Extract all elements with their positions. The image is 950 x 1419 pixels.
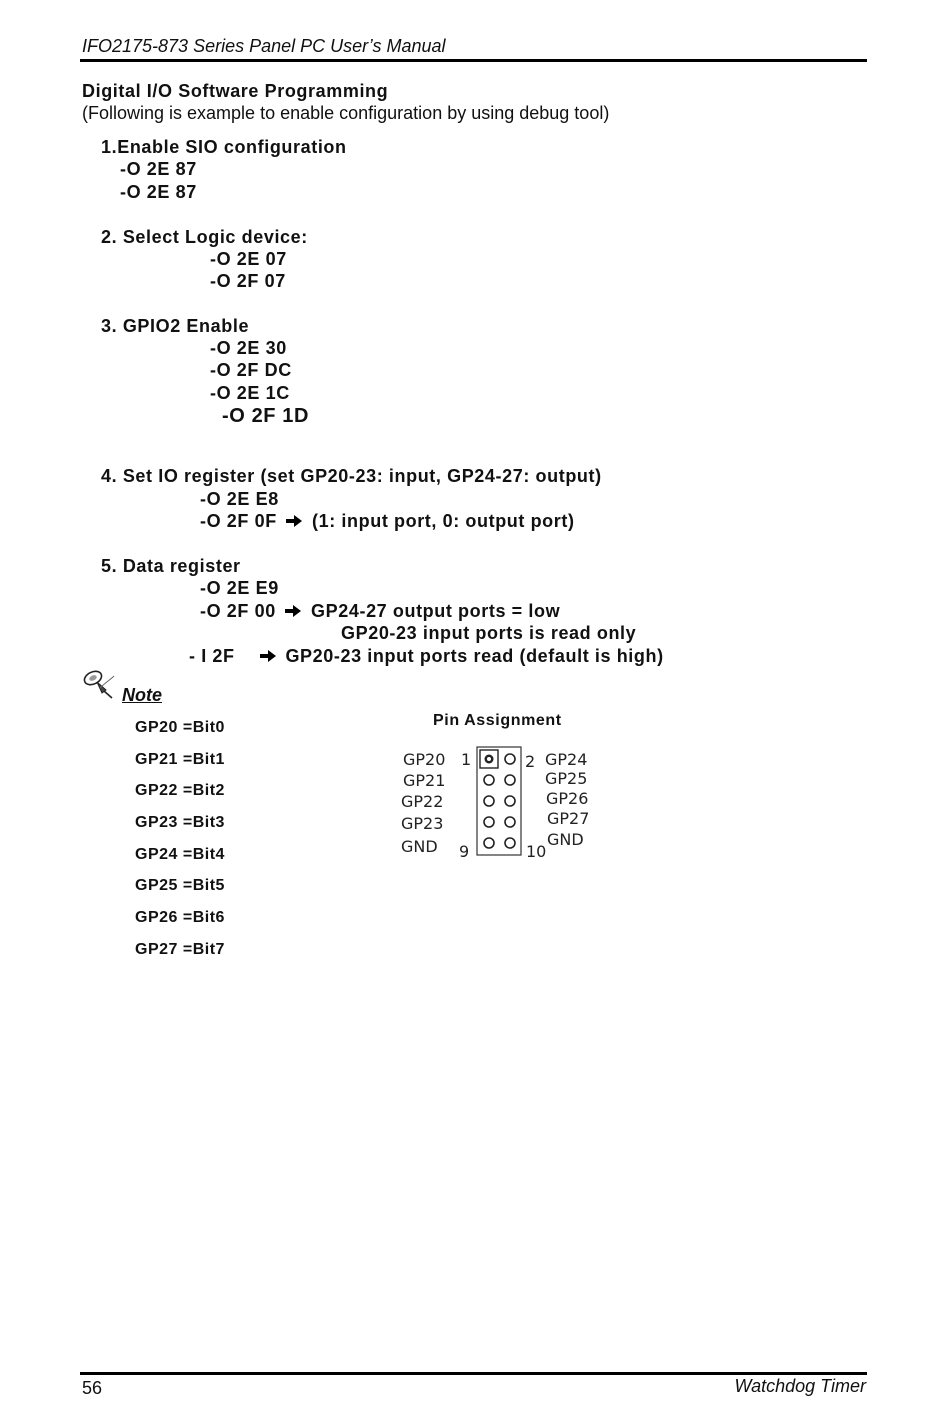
bit-gp24: GP24 =Bit4 — [135, 846, 225, 863]
pin-label-left-2: GP21 — [403, 771, 446, 790]
step4-heading: 4. Set IO register (set GP20-23: input, GP24-27: output) — [101, 466, 602, 486]
step5-cmd2-note2: GP20-23 input ports is read only — [341, 623, 637, 643]
pin-number-9: 9 — [459, 842, 470, 861]
pin-label-left-3: GP22 — [401, 792, 444, 811]
chapter-title: Watchdog Timer — [734, 1376, 866, 1396]
step5-cmd1: -O 2E E9 — [200, 578, 279, 598]
pin-label-left-1: GP20 — [403, 750, 446, 769]
pin-label-right-2: GP25 — [545, 769, 588, 788]
pin-label-right-1: GP24 — [545, 750, 588, 769]
pin-label-right-3: GP26 — [546, 789, 589, 808]
step5-cmd2-note: GP24-27 output ports = low — [311, 601, 561, 621]
step5-cmd2-line — [200, 601, 560, 622]
section-subtitle: (Following is example to enable configuration by using debug tool) — [82, 103, 610, 123]
step3-cmd3: -O 2E 1C — [210, 383, 290, 403]
step3-cmd2: -O 2F DC — [210, 360, 292, 380]
right-arrow-icon — [259, 649, 277, 663]
step4-cmd2: -O 2F 0F — [200, 511, 277, 531]
bit-gp23: GP23 =Bit3 — [135, 814, 225, 831]
pin-label-left-4: GP23 — [401, 814, 444, 833]
pin-label-right-5: GND — [547, 830, 584, 849]
step4-cmd1: -O 2E E8 — [200, 489, 279, 509]
step3-heading: 3. GPIO2 Enable — [101, 316, 250, 336]
page-number: 56 — [82, 1378, 103, 1398]
step2-cmd1: -O 2E 07 — [210, 249, 287, 269]
pin-number-10: 10 — [526, 842, 547, 861]
note-label: Note — [122, 685, 162, 705]
step2-heading: 2. Select Logic device: — [101, 227, 308, 247]
bit-gp26: GP26 =Bit6 — [135, 909, 225, 926]
section-title: Digital I/O Software Programming — [82, 81, 389, 101]
step1-heading: 1.Enable SIO configuration — [101, 137, 347, 157]
right-arrow-icon — [285, 514, 303, 528]
step5-cmd3-note: GP20-23 input ports read (default is high) — [285, 646, 664, 666]
pin-header-connector — [476, 746, 524, 858]
step3-cmd4: -O 2F 1D — [222, 405, 310, 427]
step5-cmd3: - I 2F — [189, 646, 235, 666]
bit-gp25: GP25 =Bit5 — [135, 877, 225, 894]
step1-cmd2: -O 2E 87 — [120, 182, 197, 202]
note-pin-icon — [80, 668, 118, 700]
pin-number-1: 1 — [461, 750, 472, 769]
step1-cmd1: -O 2E 87 — [120, 159, 197, 179]
bit-gp27: GP27 =Bit7 — [135, 941, 225, 958]
footer-rule — [80, 1372, 867, 1375]
step5-heading: 5. Data register — [101, 556, 241, 576]
step5-cmd3-line — [189, 646, 664, 667]
step4-cmd2-line — [200, 511, 575, 532]
step5-cmd2: -O 2F 00 — [200, 601, 276, 621]
bit-gp21: GP21 =Bit1 — [135, 751, 225, 768]
step4-cmd2-note: (1: input port, 0: output port) — [312, 511, 575, 531]
step3-cmd1: -O 2E 30 — [210, 338, 287, 358]
right-arrow-icon — [284, 604, 302, 618]
bit-gp20: GP20 =Bit0 — [135, 719, 225, 736]
pin-number-2: 2 — [525, 752, 536, 771]
pin-label-left-5: GND — [401, 837, 438, 856]
bit-gp22: GP22 =Bit2 — [135, 782, 225, 799]
running-header: IFO2175-873 Series Panel PC User’s Manual — [82, 36, 446, 56]
step2-cmd2: -O 2F 07 — [210, 271, 286, 291]
pin-label-right-4: GP27 — [547, 809, 590, 828]
header-rule — [80, 59, 867, 62]
pin-assignment-title: Pin Assignment — [433, 712, 562, 729]
